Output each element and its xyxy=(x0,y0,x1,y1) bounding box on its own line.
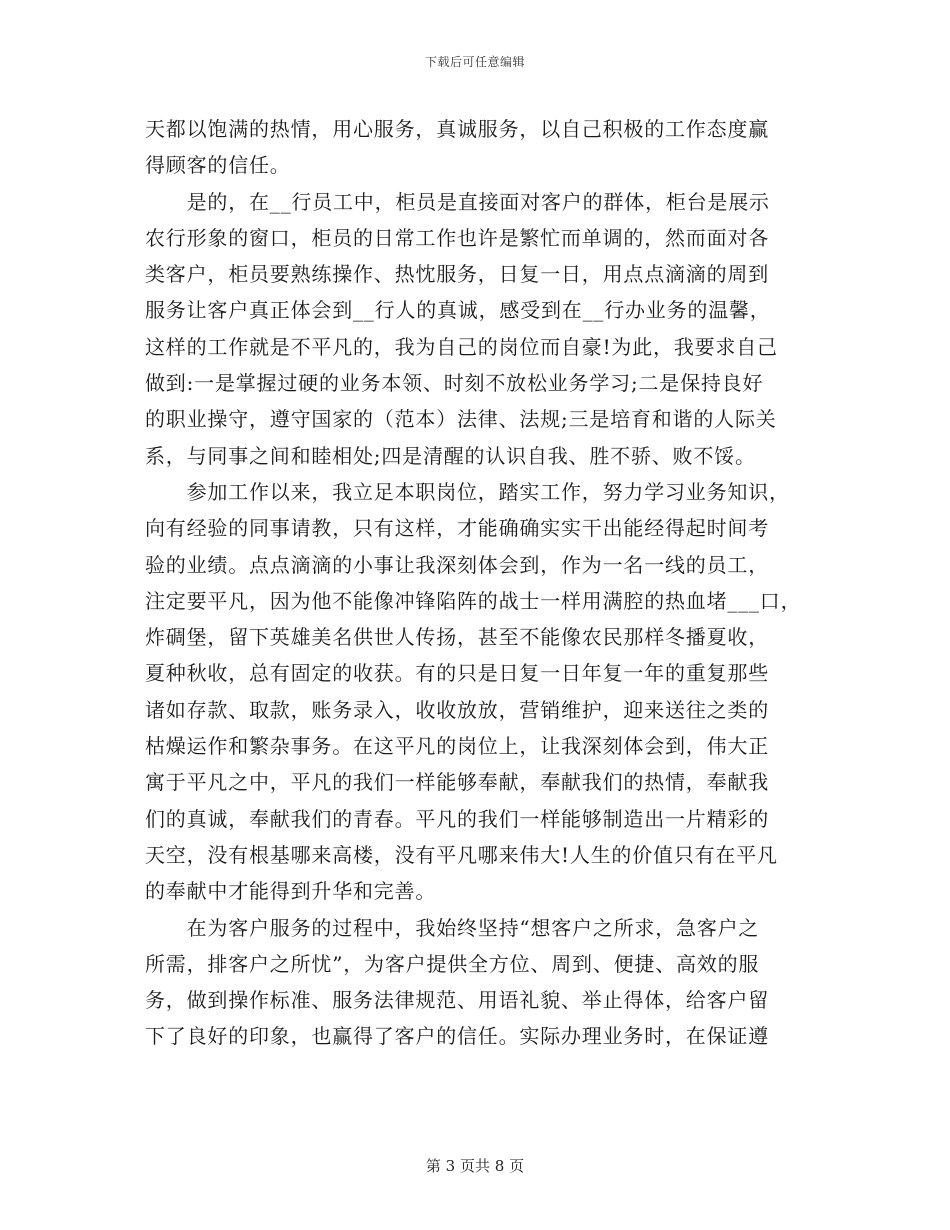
text-line: 寓于平凡之中，平凡的我们一样能够奉献，奉献我们的热情，奉献我 xyxy=(145,770,769,795)
text-line: 这样的工作就是不平凡的，我为自己的岗位而自豪!为此，我要求自己 xyxy=(145,334,778,359)
text-line: 所需，排客户之所忧”，为客户提供全方位、周到、便捷、高效的服 xyxy=(145,951,760,976)
text-line: 类客户，柜员要熟练操作、热忱服务，日复一日，用点点滴滴的周到 xyxy=(145,262,769,287)
page-header: 下载后可任意编辑 xyxy=(424,55,525,69)
text-line: 们的真诚，奉献我们的青春。平凡的我们一样能够制造出一片精彩的 xyxy=(145,806,769,831)
text-line: 夏种秋收，总有固定的收获。有的只是日复一日年复一年的重复那些 xyxy=(145,661,769,686)
text-line: 天都以饱满的热情，用心服务，真诚服务，以自己积极的工作态度赢 xyxy=(145,117,769,141)
text-line: 验的业绩。点点滴滴的小事让我深刻体会到，作为一名一线的员工， xyxy=(145,552,769,577)
text-line: 诸如存款、取款，账务录入，收收放放，营销维护，迎来送往之类的 xyxy=(145,697,769,722)
text-line: 天空，没有根基哪来高楼，没有平凡哪来伟大!人生的价值只有在平凡 xyxy=(145,842,778,867)
text-line: 做到:一是掌握过硬的业务本领、时刻不放松业务学习;二是保持良好 xyxy=(145,371,764,396)
text-line: 服务让客户真正体会到__行人的真诚，感受到在__行办业务的温馨， xyxy=(145,298,771,323)
text-line: 务，做到操作标准、服务法律规范、用语礼貌、举止得体，给客户留 xyxy=(145,988,769,1013)
text-line: 得顾客的信任。 xyxy=(145,153,291,178)
text-line: 在为客户服务的过程中，我始终坚持“想客户之所求，急客户之 xyxy=(145,915,760,940)
document-body xyxy=(145,111,820,1055)
text-line: 参加工作以来，我立足本职岗位，踏实工作，努力学习业务知识， xyxy=(145,479,790,504)
text-line: 枯燥运作和繁杂事务。在这平凡的岗位上，让我深刻体会到，伟大正 xyxy=(145,734,769,759)
text-line: 注定要平凡，因为他不能像冲锋陷阵的战士一样用满腔的热血堵___口， xyxy=(145,588,802,613)
text-line: 炸碉堡，留下英雄美名供世人传扬，甚至不能像农民那样冬播夏收， xyxy=(145,625,769,650)
page-number-footer: 第 3 页共 8 页 xyxy=(425,1157,525,1175)
text-line: 的职业操守，遵守国家的（范本）法律、法规;三是培育和谐的人际关 xyxy=(145,407,777,432)
text-line: 下了良好的印象，也赢得了客户的信任。实际办理业务时，在保证遵 xyxy=(145,1024,769,1049)
text-line: 向有经验的同事请教，只有这样，才能确确实实干出能经得起时间考 xyxy=(145,516,769,541)
text-line: 系，与同事之间和睦相处;四是清醒的认识自我、胜不骄、败不馁。 xyxy=(145,443,756,468)
text-line: 农行形象的窗口，柜员的日常工作也许是繁忙而单调的，然而面对各 xyxy=(145,225,769,250)
text-line: 的奉献中才能得到升华和完善。 xyxy=(145,879,437,904)
text-line: 是的，在__行员工中，柜员是直接面对客户的群体，柜台是展示 xyxy=(145,189,770,214)
